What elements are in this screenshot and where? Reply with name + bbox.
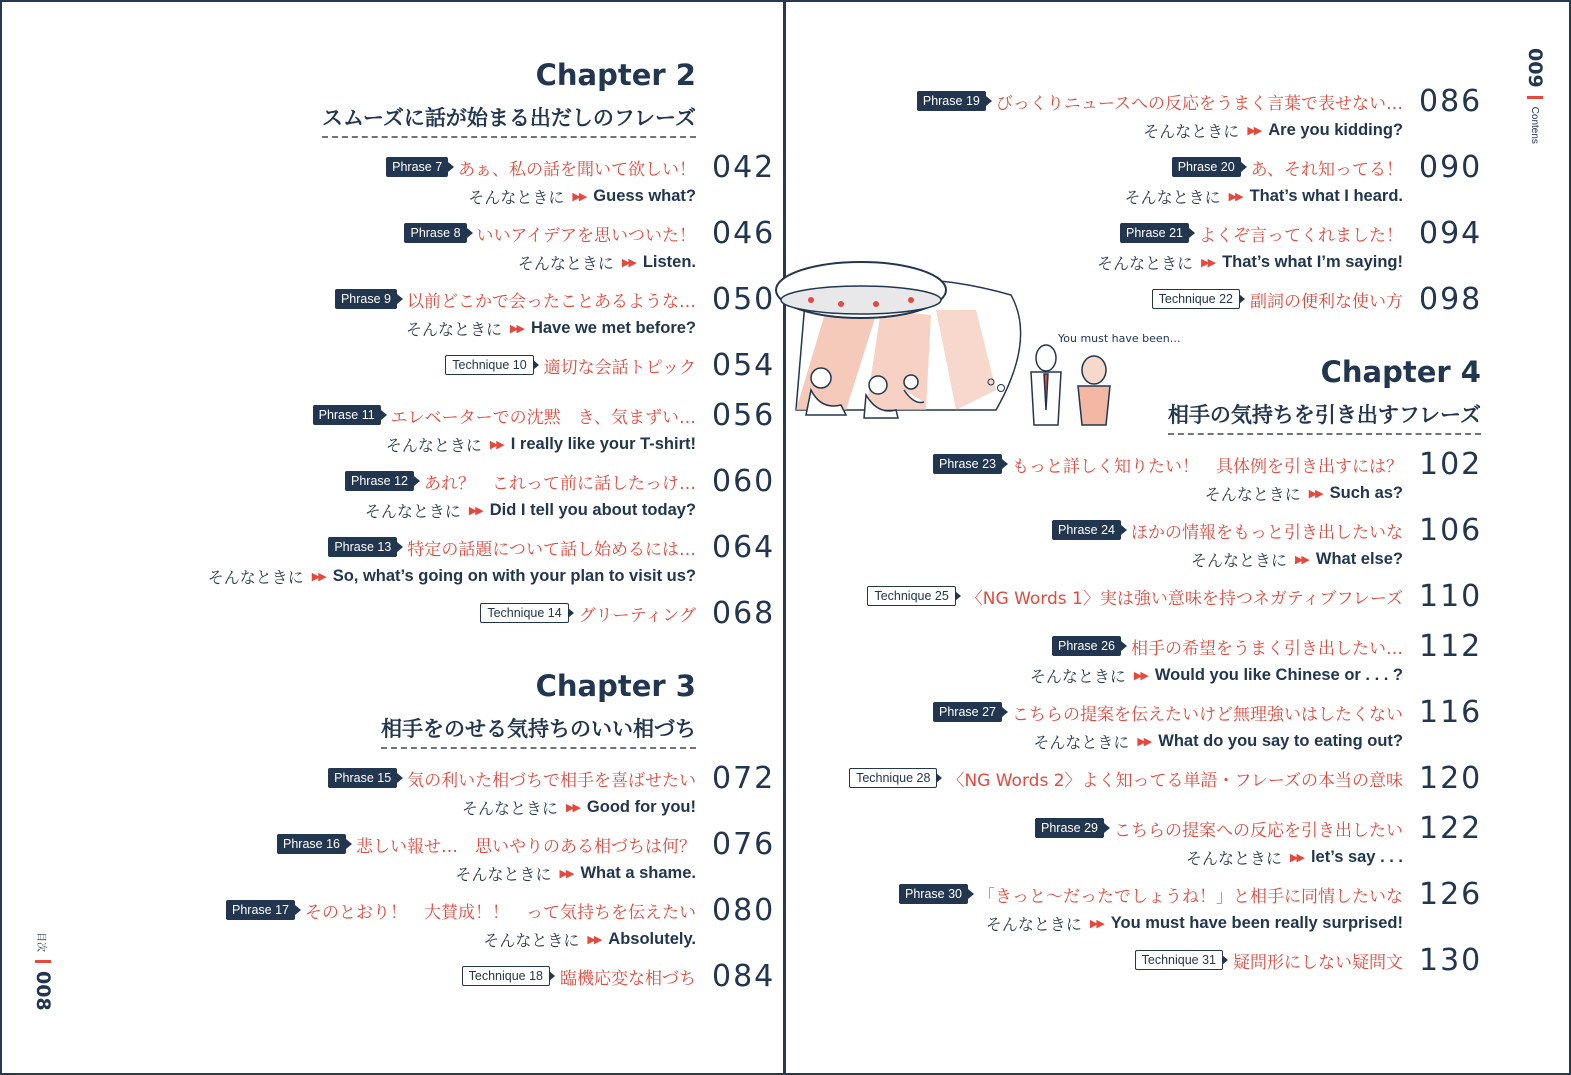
entry-title-en: What a shame. — [580, 863, 696, 882]
double-arrow-icon: ▶▶ — [587, 932, 601, 946]
entry-title-jp: いいアイデアを思いついた！ — [476, 225, 696, 246]
toc-entry[interactable] — [74, 215, 776, 280]
lead-text: そんなときに — [1143, 121, 1240, 141]
toc-entry[interactable] — [781, 446, 1483, 511]
toc-entry[interactable] — [781, 578, 1483, 615]
page-number: 060 — [712, 463, 776, 499]
entry-title-en: What do you say to eating out? — [1158, 731, 1403, 750]
entry-title-en: Would you like Chinese or . . . ? — [1154, 665, 1403, 684]
phrase-tag: Phrase 30 — [899, 884, 968, 904]
chapter-title: Chapter 3 — [535, 669, 696, 703]
phrase-tag: Phrase 23 — [933, 454, 1002, 474]
phrase-tag: Phrase 19 — [917, 91, 986, 111]
chapter-title: Chapter 4 — [1320, 355, 1481, 389]
page-number: 064 — [712, 529, 776, 565]
chapter-title: Chapter 2 — [535, 58, 696, 92]
phrase-tag: Phrase 16 — [277, 834, 346, 854]
right-page — [786, 0, 1571, 1075]
entry-title-jp: あれ？ これって前に話したっけ… — [424, 473, 696, 494]
toc-entry[interactable] — [74, 958, 776, 995]
double-arrow-icon: ▶▶ — [1089, 916, 1103, 930]
toc-entry[interactable] — [781, 512, 1483, 577]
toc-entry[interactable] — [781, 876, 1483, 941]
entry-title-jp: 相手の希望をうまく引き出したい… — [1131, 638, 1403, 659]
light-beam — [796, 310, 876, 410]
lead-text: そんなときに — [1204, 484, 1301, 504]
entry-title-en: What else? — [1315, 549, 1403, 568]
entry-title-jp: 〈NG Words 2〉よく知ってる単語・フレーズの本当の意味 — [947, 770, 1403, 791]
entry-title-en: That’s what I heard. — [1249, 186, 1403, 205]
entry-title-en: Such as? — [1329, 483, 1403, 502]
page-number: 116 — [1419, 694, 1483, 730]
lead-text: そんなときに — [406, 319, 503, 339]
toc-entry[interactable] — [781, 760, 1483, 797]
chapter-subtitle: 相手をのせる気持ちのいい相づち — [381, 713, 696, 749]
lead-text: そんなときに — [364, 501, 461, 521]
lead-text: そんなときに — [1033, 732, 1130, 752]
page-number: 056 — [712, 397, 776, 433]
phrase-tag: Phrase 29 — [1035, 818, 1104, 838]
lead-text: そんなときに — [1186, 848, 1283, 868]
entry-title-en: So, what’s going on with your plan to visit us? — [332, 566, 696, 585]
entry-title-en: Listen. — [642, 252, 696, 271]
chapter-subtitle: スムーズに話が始まる出だしのフレーズ — [322, 102, 696, 138]
page-number: 084 — [712, 958, 776, 994]
double-arrow-icon: ▶▶ — [489, 437, 503, 451]
phrase-tag: Phrase 13 — [328, 537, 397, 557]
entry-title-jp: 悲しい報せ… 思いやりのある相づちは何？ — [356, 836, 696, 857]
technique-tag: Technique 22 — [1152, 289, 1240, 309]
double-arrow-icon: ▶▶ — [1247, 123, 1261, 137]
phrase-tag: Phrase 27 — [933, 702, 1002, 722]
page-number: 126 — [1419, 876, 1483, 912]
phrase-tag: Phrase 9 — [335, 289, 397, 309]
chapter-subtitle: 相手の気持ちを引き出すフレーズ — [1168, 399, 1481, 435]
entry-title-jp: 「きっと～だったでしょうね！」と相手に同情したいな — [978, 886, 1403, 907]
technique-tag: Technique 31 — [1135, 950, 1223, 970]
phrase-tag: Phrase 20 — [1172, 157, 1241, 177]
page-number: 072 — [712, 760, 776, 796]
toc-entry[interactable] — [781, 149, 1483, 214]
entry-title-en: You must have been really surprised! — [1110, 913, 1403, 932]
entry-title-jp: エレベーターでの沈黙 き、気まずい… — [390, 407, 696, 428]
entry-title-jp: そのとおり！ 大賛成！！ って気持ちを伝えたい — [305, 902, 696, 923]
entry-title-jp: 疑問形にしない疑問文 — [1233, 952, 1403, 973]
page-number: 120 — [1419, 760, 1483, 796]
phrase-tag: Phrase 21 — [1120, 223, 1189, 243]
double-arrow-icon: ▶▶ — [311, 569, 325, 583]
lead-text: そんなときに — [1124, 187, 1221, 207]
toc-entry[interactable] — [74, 149, 776, 214]
toc-entry[interactable] — [74, 347, 776, 384]
entry-title-jp: 以前どこかで会ったことあるような… — [407, 291, 696, 312]
phrase-tag: Phrase 8 — [404, 223, 466, 243]
folio-divider — [1527, 96, 1543, 99]
folio-label: 目次 — [35, 932, 47, 952]
double-arrow-icon: ▶▶ — [1290, 850, 1303, 864]
entry-title-jp: 臨機応変な相づち — [560, 968, 696, 989]
entry-title-jp: 〈NG Words 1〉実は強い意味を持つネガティブフレーズ — [965, 588, 1403, 609]
entry-title-en: That’s what I’m saying! — [1222, 252, 1403, 271]
phrase-tag: Phrase 12 — [345, 471, 414, 491]
double-arrow-icon: ▶▶ — [1294, 552, 1308, 566]
lead-text: そんなときに — [1097, 253, 1194, 273]
entry-title-en: Good for you! — [586, 797, 696, 816]
lead-text: そんなときに — [207, 567, 304, 587]
entry-title-jp: グリーティング — [578, 605, 696, 626]
double-arrow-icon: ▶▶ — [559, 866, 573, 880]
toc-entry[interactable] — [781, 810, 1483, 875]
page-number: 068 — [712, 595, 776, 631]
illustration-caption: You must have been… — [1058, 332, 1181, 345]
entry-title-jp: こちらの提案を伝えたいけど無理強いはしたくない — [1012, 704, 1403, 725]
entry-title-jp: 気の利いた相づちで相手を喜ばせたい — [407, 770, 696, 791]
page-number: 042 — [712, 149, 776, 185]
entry-title-jp: よくぞ言ってくれました！ — [1199, 225, 1403, 246]
page-folio — [1524, 48, 1546, 144]
lead-text: そんなときに — [985, 914, 1082, 934]
entry-title-jp: びっくりニュースへの反応をうまく言葉で表せない… — [995, 93, 1403, 114]
phrase-tag: Phrase 7 — [386, 157, 448, 177]
toc-entry[interactable] — [74, 892, 776, 957]
page-number: 112 — [1419, 628, 1483, 664]
toc-entry[interactable] — [74, 463, 776, 528]
technique-tag: Technique 10 — [445, 355, 533, 375]
lead-text: そんなときに — [385, 435, 482, 455]
entry-title-en: Did I tell you about today? — [489, 500, 696, 519]
toc-entry[interactable] — [781, 628, 1483, 693]
page-number: 046 — [712, 215, 776, 251]
toc-entry[interactable] — [74, 760, 776, 825]
double-arrow-icon: ▶▶ — [566, 800, 579, 814]
toc-entry[interactable] — [74, 529, 776, 594]
page-number: 094 — [1419, 215, 1483, 251]
page-folio — [32, 932, 54, 1011]
double-arrow-icon: ▶▶ — [1228, 189, 1242, 203]
page-number: 054 — [712, 347, 776, 383]
entry-title-jp: もっと詳しく知りたい！ 具体例を引き出すには？ — [1012, 456, 1403, 477]
page-number: 090 — [1419, 149, 1483, 185]
page-number: 110 — [1419, 578, 1483, 614]
phrase-tag: Phrase 15 — [328, 768, 397, 788]
entry-title-jp: 適切な会話トピック — [543, 357, 696, 378]
toc-entry[interactable] — [781, 942, 1483, 979]
folio-label: Contens — [1529, 106, 1541, 144]
toc-entry[interactable] — [781, 83, 1483, 148]
toc-entry[interactable] — [74, 281, 776, 346]
phrase-tag: Phrase 24 — [1052, 520, 1121, 540]
double-arrow-icon: ▶▶ — [1133, 668, 1147, 682]
ufo-illustration — [786, 270, 1181, 430]
entry-title-en: let’s say . . . — [1310, 847, 1403, 866]
double-arrow-icon: ▶▶ — [510, 321, 523, 335]
entry-title-en: I really like your T-shirt! — [510, 434, 696, 453]
double-arrow-icon: ▶▶ — [1137, 734, 1151, 748]
entry-title-en: Guess what? — [593, 186, 696, 205]
lead-text: そんなときに — [1190, 550, 1287, 570]
phrase-tag: Phrase 11 — [313, 405, 381, 425]
lead-text: そんなときに — [461, 798, 558, 818]
entry-title-jp: こちらの提案への反応を引き出したい — [1114, 820, 1403, 841]
entry-title-jp: 副詞の便利な使い方 — [1250, 291, 1403, 312]
page-number: 106 — [1419, 512, 1483, 548]
toc-entry[interactable] — [74, 397, 776, 462]
double-arrow-icon: ▶▶ — [621, 255, 635, 269]
lead-text: そんなときに — [1029, 666, 1126, 686]
toc-entry[interactable] — [74, 595, 776, 632]
lead-text: そんなときに — [455, 864, 552, 884]
phrase-tag: Phrase 17 — [226, 900, 295, 920]
double-arrow-icon: ▶▶ — [572, 189, 586, 203]
light-beam — [866, 310, 931, 410]
folio-number: 008 — [32, 971, 54, 1011]
light-beam — [936, 310, 996, 410]
lead-text: そんなときに — [517, 253, 614, 273]
page-number: 122 — [1419, 810, 1483, 846]
double-arrow-icon: ▶▶ — [1308, 486, 1322, 500]
technique-tag: Technique 28 — [849, 768, 937, 788]
page-number: 102 — [1419, 446, 1483, 482]
lead-text: そんなときに — [483, 930, 580, 950]
page-number: 086 — [1419, 83, 1483, 119]
technique-tag: Technique 18 — [462, 966, 550, 986]
entry-title-en: Absolutely. — [608, 929, 696, 948]
folio-divider — [35, 960, 51, 963]
entry-title-jp: あ、それ知ってる！ — [1250, 159, 1403, 180]
technique-tag: Technique 25 — [867, 586, 955, 606]
page-number: 050 — [712, 281, 776, 317]
technique-tag: Technique 14 — [480, 603, 568, 623]
entry-title-en: Are you kidding? — [1268, 120, 1403, 139]
entry-title-jp: ほかの情報をもっと引き出したいな — [1131, 522, 1403, 543]
surprised-people-icon — [1031, 345, 1110, 425]
phrase-tag: Phrase 26 — [1052, 636, 1121, 656]
lead-text: そんなときに — [468, 187, 565, 207]
toc-entry[interactable] — [781, 694, 1483, 759]
folio-number: 009 — [1524, 48, 1546, 88]
page-number: 098 — [1419, 281, 1483, 317]
entry-title-jp: 特定の話題について話し始めるには… — [407, 539, 696, 560]
double-arrow-icon: ▶▶ — [1201, 255, 1215, 269]
page-number: 076 — [712, 826, 776, 862]
double-arrow-icon: ▶▶ — [468, 503, 482, 517]
entry-title-jp: あぁ、私の話を聞いて欲しい！ — [458, 159, 696, 180]
entry-title-en: Have we met before? — [530, 318, 696, 337]
page-number: 080 — [712, 892, 776, 928]
toc-entry[interactable] — [74, 826, 776, 891]
page-number: 130 — [1419, 942, 1483, 978]
